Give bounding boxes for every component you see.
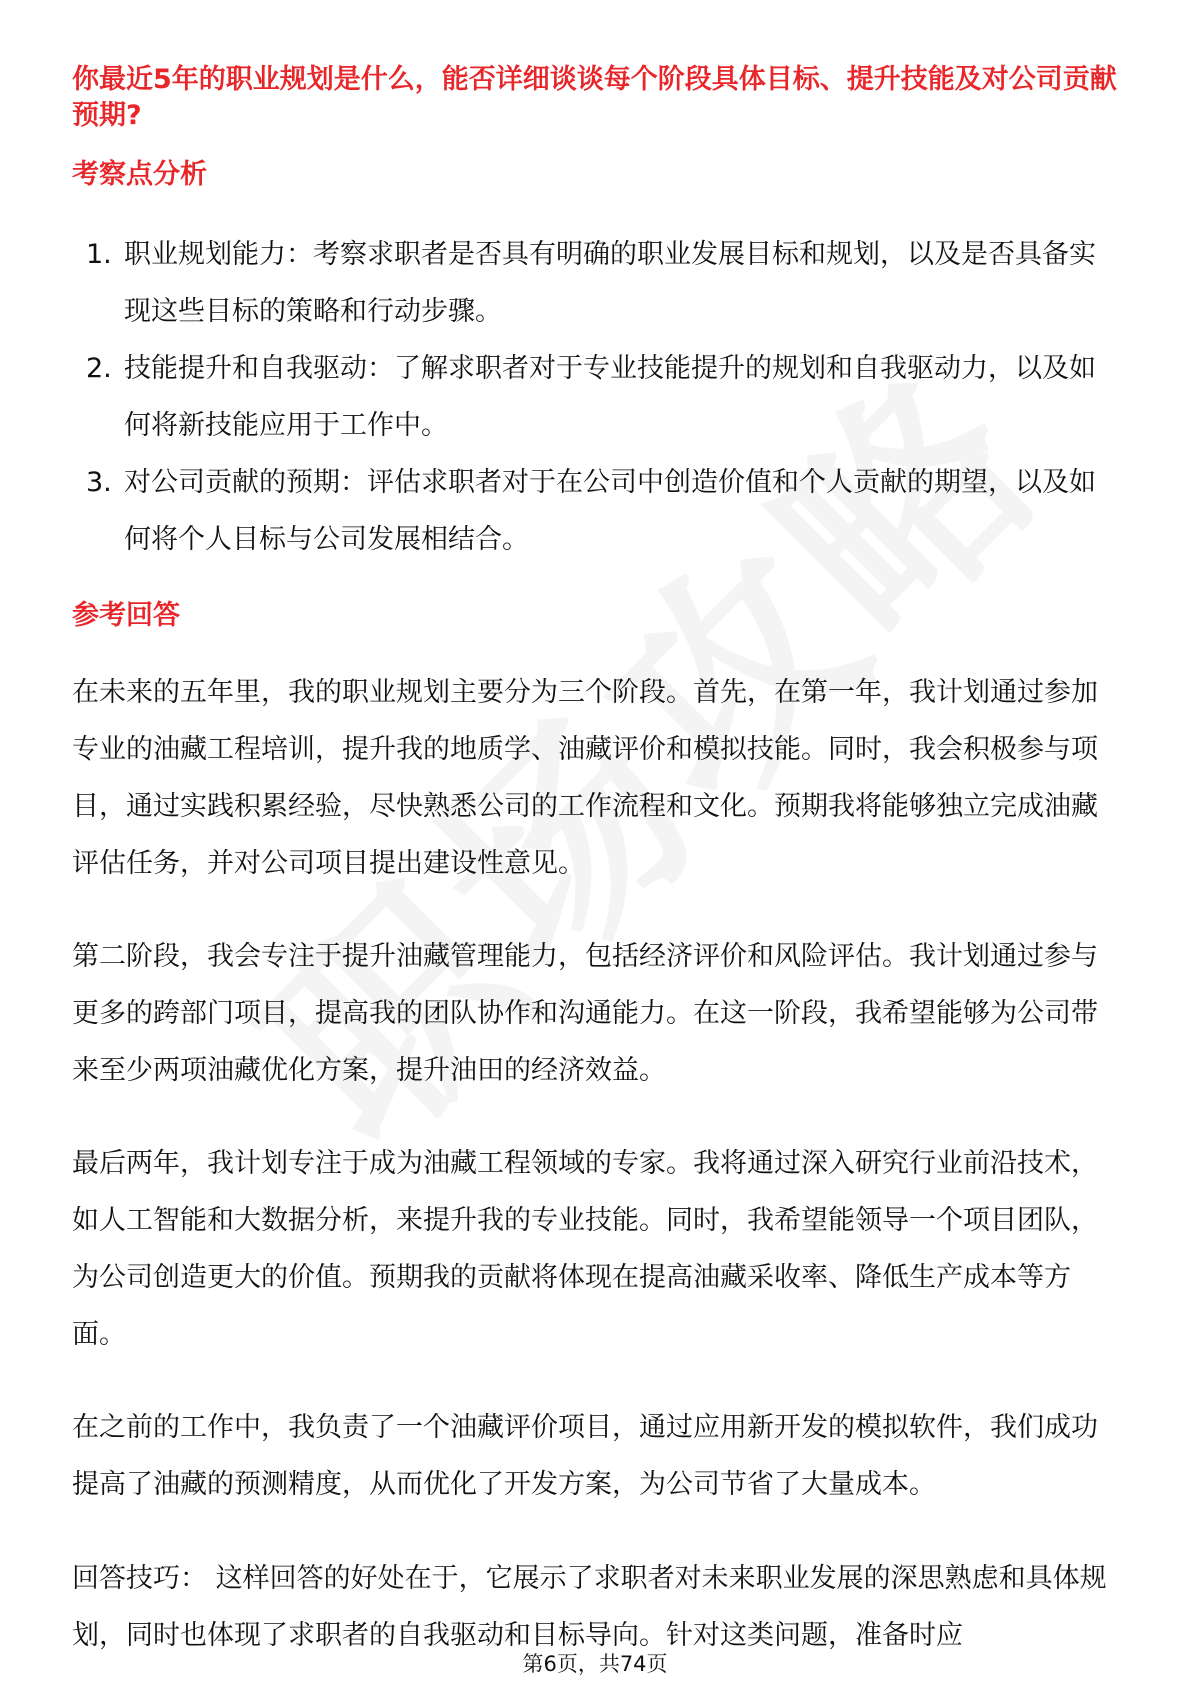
answer-paragraph: 在之前的工作中，我负责了一个油藏评价项目，通过应用新开发的模拟软件，我们成功提高了油藏的预测精度，从而优化了开发方案，为公司节省了大量成本。 bbox=[72, 1412, 1098, 1500]
page-number: 第6页，共74页 bbox=[522, 1652, 668, 1676]
question-heading: 你最近5年的职业规划是什么，能否详细谈谈每个阶段具体目标、提升技能及对公司贡献预期? bbox=[72, 64, 1117, 131]
answer-paragraph: 在未来的五年里，我的职业规划主要分为三个阶段。首先，在第一年，我计划通过参加专业的油藏工程培训，提升我的地质学、油藏评价和模拟技能。同时，我会积极参与项目，通过实践积累经验，尽快熟悉公司的工作流程和文化。预期我将能够独立完成油藏评估任务，并对公司项目提出建设性意见。 bbox=[72, 677, 1098, 879]
answer-tips-paragraph: 回答技巧： 这样回答的好处在于，它展示了求职者对未来职业发展的深思熟虑和具体规划，同时也体现了求职者的自我驱动和目标导向。针对这类问题，准备时应 bbox=[72, 1563, 1107, 1651]
list-item-text: 职业规划能力：考察求职者是否具有明确的职业发展目标和规划，以及是否具备实现这些目标的策略和行动步骤。 bbox=[124, 239, 1096, 327]
list-item-number: 3. bbox=[86, 467, 112, 498]
list-item bbox=[72, 454, 1122, 568]
analysis-list bbox=[72, 226, 1122, 568]
list-item bbox=[72, 226, 1122, 340]
list-item-text: 对公司贡献的预期：评估求职者对于在公司中创造价值和个人贡献的期望，以及如何将个人目标与公司发展相结合。 bbox=[124, 467, 1096, 555]
list-item-number: 1. bbox=[86, 239, 112, 270]
answer-section-title: 参考回答 bbox=[72, 600, 180, 631]
list-item bbox=[72, 340, 1122, 454]
analysis-section-title: 考察点分析 bbox=[72, 159, 207, 190]
list-item-text: 技能提升和自我驱动：了解求职者对于专业技能提升的规划和自我驱动力，以及如何将新技能应用于工作中。 bbox=[124, 353, 1096, 441]
answer-paragraph: 最后两年，我计划专注于成为油藏工程领域的专家。我将通过深入研究行业前沿技术，如人工智能和大数据分析，来提升我的专业技能。同时，我希望能领导一个项目团队，为公司创造更大的价值。预期我的贡献将体现在提高油藏采收率、降低生产成本等方面。 bbox=[72, 1148, 1098, 1350]
answer-paragraph: 第二阶段，我会专注于提升油藏管理能力，包括经济评价和风险评估。我计划通过参与更多的跨部门项目，提高我的团队协作和沟通能力。在这一阶段，我希望能够为公司带来至少两项油藏优化方案，提升油田的经济效益。 bbox=[72, 941, 1098, 1086]
list-item-number: 2. bbox=[86, 353, 112, 384]
